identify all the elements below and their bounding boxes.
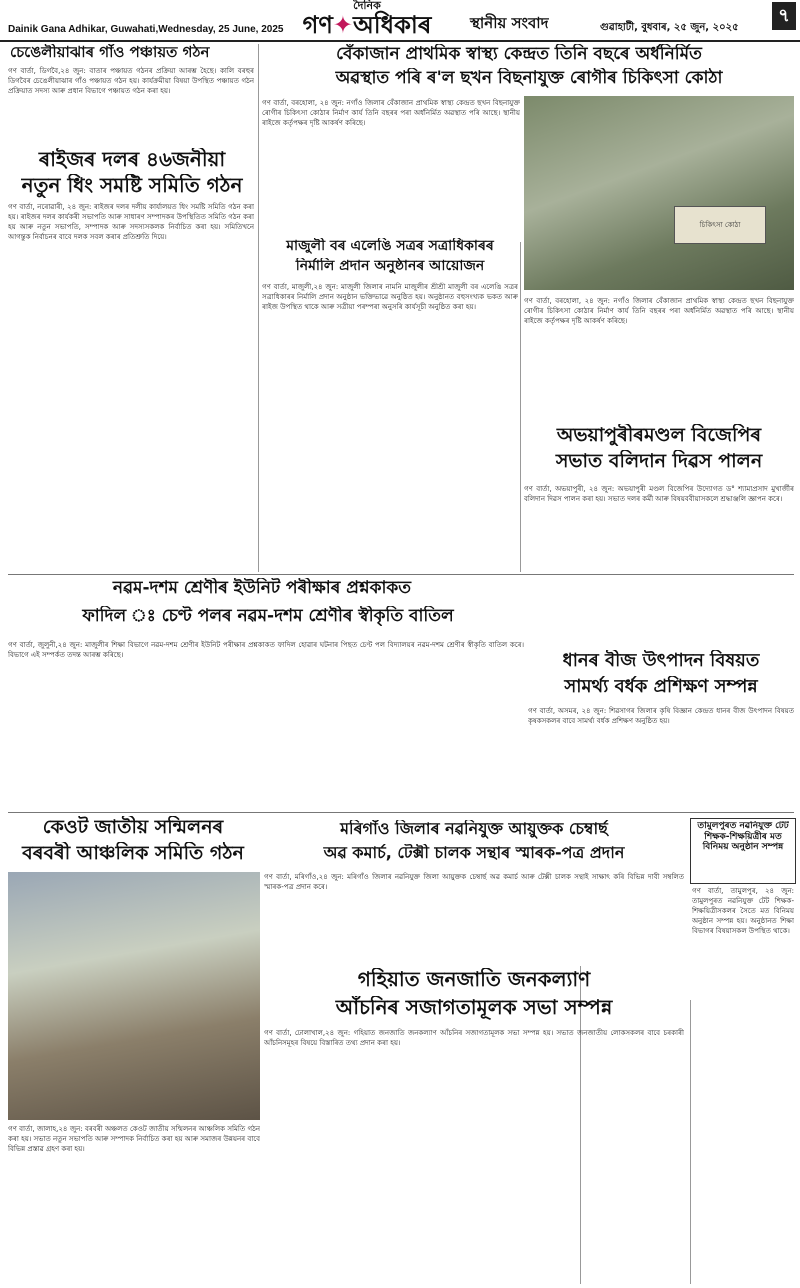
brand-mark-icon: ✦ — [332, 11, 353, 39]
edition-line: Dainik Gana Adhikar, Guwahati,Wednesday, 25 June, 2025 — [8, 24, 284, 35]
article-5-body: গণ বাৰ্তা, অভয়াপুৰী, ২৪ জুন: অভয়াপুৰী মণ্ডল বিজেপিৰ উদ্যোগত ড° শ্যামাপ্ৰসাদ মুখাৰ্জীৰ বলিদান দিৱস পালন কৰা হয়। সভাত দলৰ কৰ্মী আৰু বিষয়ববীয়াসকলে শ্ৰদ্ধাঞ্জলি জ্ঞাপন কৰে। — [524, 485, 794, 503]
article-3-photo — [524, 96, 794, 290]
page-number: ৭ — [772, 2, 796, 30]
article-5-headline-2: সভাত বলিদান দিৱস পালন — [555, 450, 763, 472]
article-7-headline-1: ধানৰ বীজ উৎপাদন বিষয়ত — [562, 650, 760, 671]
article-1-headline: চেঙেলীয়াঝাৰ গাঁও পঞ্চায়ত গঠন — [10, 44, 210, 61]
brand-logo — [282, 0, 452, 38]
brand-small: দৈনিক — [353, 0, 381, 12]
article-10-body: গণ বাৰ্তা, তামুলপুৰ, ২৪ জুন: তামুলপুৰত নৱনিযুক্ত টেট শিক্ষক-শিক্ষয়িত্ৰীসকলৰ সৈতে মত বিনিময় অনুষ্ঠান সম্পন্ন হয়। অনুষ্ঠানত শিক্ষা বিভাগৰ বিষয়াসকল উপস্থিত থাকে। — [692, 887, 794, 935]
article-8-photo — [8, 872, 260, 1120]
article-8-headline-2: বৰবৰী আঞ্চলিক সমিতি গঠন — [22, 842, 244, 864]
article-4-headline-2: নিৰ্মালি প্ৰদান অনুষ্ঠানৰ আয়োজন — [295, 258, 485, 274]
date-assamese: গুৱাহাটী, বুধবাৰ, ২৫ জুন, ২০২৫ — [600, 22, 739, 33]
section-rule — [8, 574, 794, 575]
brand-name — [282, 12, 452, 38]
brand-rest: অধিকাৰ — [352, 11, 432, 39]
article-9-headline-1: মৰিগাঁও জিলাৰ নৱনিযুক্ত আয়ুক্তক চেম্বাৰ্ছ — [340, 820, 608, 838]
article-11-headline-1: গহিয়াত জনজাতি জনকল্যাণ — [357, 968, 591, 991]
brand-g: গণ — [302, 11, 333, 39]
section-rule — [8, 812, 794, 813]
masthead — [0, 0, 800, 42]
article-2-body: গণ বাৰ্তা, নৰোৱাৰী, ২৪ জুন: ৰাইজৰ দলৰ দলীয় কাৰ্যালয়ত ধিং সমষ্টি সমিতি গঠন কৰা হয়। ৰাইজৰ দলৰ কাৰ্যকৰী সভাপতি আৰু সাধাৰণ সম্পাদকৰ উপস্থিতিত সমিতি গঠন কৰা হয় আৰু নতুন সভাপতি, সম্পাদক আৰু সদস্যসকলক নিৰ্বাচিত কৰা হয়। সমিতিখনে আগন্তুক নিৰ্বাচনৰ বাবে দলক সবল কৰাৰ প্ৰতিশ্ৰুতি দিয়ে। — [8, 203, 254, 241]
article-11-body: গণ বাৰ্তা, ঢোলাখাল,২৪ জুন: গহিয়াত জনজাতি জনকল্যাণ আঁচনিৰ সজাগতামূলক সভা সম্পন্ন হয়। সভাত জনজাতীয় লোকসকলৰ বাবে চৰকাৰী আঁচনিসমূহৰ বিষয়ে বিস্তাৰিত তথ্য প্ৰদান কৰা হয়। — [264, 1029, 684, 1047]
article-3-body: গণ বাৰ্তা, বৰহোলা, ২৪ জুন: নগাঁও জিলাৰ বেঁকাজান প্ৰাথমিক স্বাস্থ্য কেন্দ্ৰত ছখন বিছনাযুক্ত ৰোগীৰ চিকিৎসা কোঠাৰ নিৰ্মাণ কাৰ্য তিনি বছৰৰ পৰা অৰ্ধনিৰ্মিত অৱস্থাত পৰি আছে। স্থানীয় ৰাইজে কৰ্তৃপক্ষৰ দৃষ্টি আকৰ্ষণ কৰিছে। — [262, 99, 520, 127]
section-title: স্থানীয় সংবাদ — [470, 14, 549, 32]
article-2-headline-2: নতুন ধিং সমষ্টি সমিতি গঠন — [21, 174, 243, 197]
article-6-headline-1: নৱম-দশম শ্ৰেণীৰ ইউনিট পৰীক্ষাৰ প্ৰশ্নকাকত — [112, 578, 412, 598]
article-3-headline-1: বেঁকাজান প্ৰাথমিক স্বাস্থ্য কেন্দ্ৰত তিনি বছৰে অৰ্ধনিৰ্মিত — [336, 44, 702, 64]
article-4-body: গণ বাৰ্তা, মাজুলী,২৪ জুন: মাজুলী জিলাৰ নামনি মাজুলীৰ শ্ৰীশ্ৰী মাজুলী বৰ এলেঙি সত্ৰৰ সত্ৰাধিকাৰৰ নিৰ্মালি প্ৰদান অনুষ্ঠান ভক্তিভাৱে অনুষ্ঠিত হয়। অনুষ্ঠানত বহুসংখ্যক ভকত আৰু ৰাইজ উপস্থিত থাকে আৰু সত্ৰীয়া পৰম্পৰা অনুসৰি কাৰ্যসূচী অনুষ্ঠিত কৰা হয়। — [262, 283, 518, 311]
article-9-headline-2: অৱ কমাৰ্চ, টেক্সী চালক সন্থাৰ স্মাৰক-পত্ৰ প্ৰদান — [323, 844, 625, 862]
article-6-body: গণ বাৰ্তা, জুলুনী,২৪ জুন: মাজুলীৰ শিক্ষা বিভাগে নৱম-দশম শ্ৰেণীৰ ইউনিট পৰীক্ষাৰ প্ৰশ্নকাকত ফাদিল হোৱাৰ ঘটনাৰ পিছত চেণ্ট পল বিদ্যালয়ৰ নৱম-দশম শ্ৰেণীৰ স্বীকৃতি বাতিল কৰে। বিভাগে এই সম্পৰ্কত তদন্ত আৰম্ভ কৰিছে। — [8, 641, 524, 659]
article-3-body-cont: গণ বাৰ্তা, বৰহোলা, ২৪ জুন: নগাঁও জিলাৰ বেঁকাজান প্ৰাথমিক স্বাস্থ্য কেন্দ্ৰত ছখন বিছনাযুক্ত ৰোগীৰ চিকিৎসা কোঠাৰ নিৰ্মাণ কাৰ্য তিনি বছৰৰ পৰা অৰ্ধনিৰ্মিত অৱস্থাত পৰি আছে। স্থানীয় ৰাইজে কৰ্তৃপক্ষৰ দৃষ্টি আকৰ্ষণ কৰিছে। — [524, 297, 794, 325]
article-6-headline-2: ফাদিল ঃ চেণ্ট পলৰ নৱম-দশম শ্ৰেণীৰ স্বীকৃতি বাতিল — [82, 606, 454, 626]
article-1-body: গণ বাৰ্তা, ডিগবৈ,২৪ জুন: বাতাৰ পঞ্চায়ত গঠনৰ প্ৰক্ৰিয়া আৰম্ভ হৈছে। কালি বৰহুৰ ডিগবৈৰ চেঙেলীয়াঝাৰ গাঁও পঞ্চায়ত গঠন হয়। কাৰ্যক্ৰমীয়া বিষয়া উপস্থিত পঞ্চায়ত গঠন প্ৰক্ৰিয়াত সদস্য আৰু প্ৰধান বিভাগে পঞ্চায়ত গঠন কৰা হয়। — [8, 67, 254, 95]
article-10-box — [690, 818, 796, 884]
article-7-headline-2: সামৰ্থ্য বৰ্ধক প্ৰশিক্ষণ সম্পন্ন — [564, 676, 758, 697]
article-9-body: গণ বাৰ্তা, মৰিগাঁও,২৪ জুন: মৰিগাঁও জিলাৰ নৱনিযুক্ত জিলা আয়ুক্তক চেম্বাৰ্ছ অৱ কমাৰ্চ আৰু টেক্সী চালক সন্থাই সাক্ষাৎ কৰি বিভিন্ন দাবী সম্বলিত স্মাৰক-পত্ৰ প্ৰদান কৰে। — [264, 873, 684, 891]
article-5-headline-1: অভয়াপুৰীৰমণ্ডল বিজেপিৰ — [556, 424, 762, 446]
article-8-body: গণ বাৰ্তা, জালাহ,২৪ জুন: বৰবৰী অঞ্চলত কেওট জাতীয় সন্মিলনৰ আঞ্চলিক সমিতি গঠন কৰা হয়। সভাত নতুন সভাপতি আৰু সম্পাদক নিৰ্বাচিত কৰা হয় আৰু সমাজৰ উন্নয়নৰ বাবে বিভিন্ন প্ৰস্তাৱ গ্ৰহণ কৰা হয়। — [8, 1125, 260, 1153]
column-rule — [258, 44, 259, 572]
article-3-photo-sign: চিকিৎসা কোঠা — [674, 206, 766, 244]
article-7-body: গণ বাৰ্তা, অসমৰ, ২৪ জুন: শিৱসাগৰ জিলাৰ কৃষি বিজ্ঞান কেন্দ্ৰত ধানৰ বীজ উৎপাদন বিষয়ত কৃষকসকলৰ বাবে সামৰ্থ্য বৰ্ধক প্ৰশিক্ষণ অনুষ্ঠিত হয়। — [528, 707, 794, 725]
article-3-headline-2: অৱস্থাত পৰি ৰ'ল ছখন বিছনাযুক্ত ৰোগীৰ চিকিৎসা কোঠা — [335, 68, 723, 88]
article-8-headline-1: কেওট জাতীয় সন্মিলনৰ — [42, 816, 224, 838]
article-10-headline: তামুলপুৰত নৱনিযুক্ত টেট শিক্ষক-শিক্ষয়িত্ৰীৰ মত বিনিময় অনুষ্ঠান সম্পন্ন — [697, 821, 789, 853]
article-11-headline-2: আঁচনিৰ সজাগতামূলক সভা সম্পন্ন — [335, 996, 613, 1019]
article-2-headline-1: ৰাইজৰ দলৰ ৪৬জনীয়া — [38, 148, 226, 171]
article-4-headline-1: মাজুলী বৰ এলেঙি সত্ৰৰ সত্ৰাধিকাৰৰ — [286, 238, 494, 254]
column-rule — [690, 1000, 691, 1284]
column-rule — [520, 242, 521, 572]
